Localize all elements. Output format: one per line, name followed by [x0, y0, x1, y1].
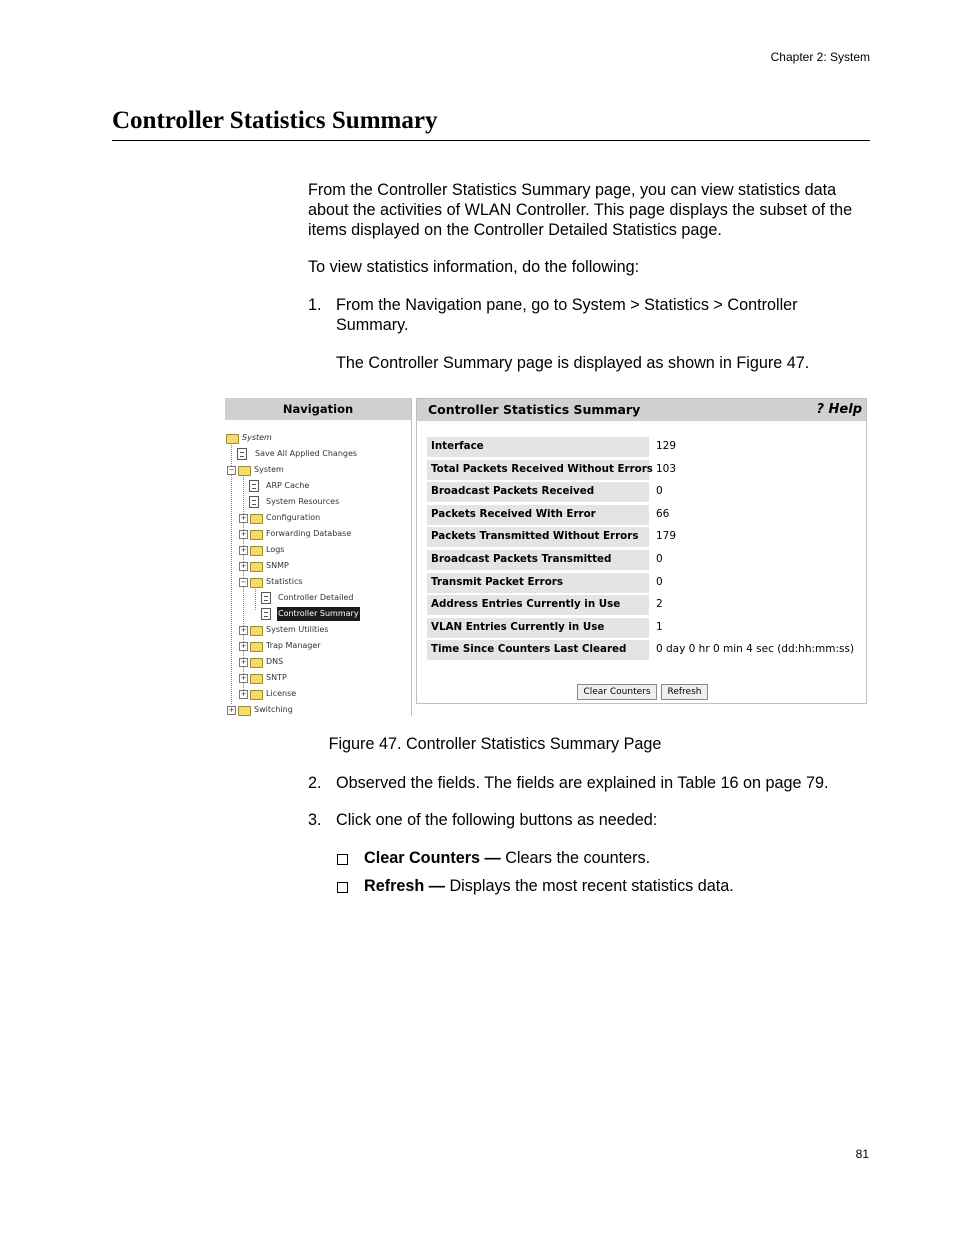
bullet-item: Clear Counters — Clears the counters.: [364, 849, 651, 867]
navigation-header: Navigation: [225, 398, 411, 420]
statistics-label: Total Packets Received Without Errors: [427, 460, 649, 480]
statistics-pane: [416, 398, 867, 704]
statistics-value: 129: [656, 440, 677, 452]
help-link[interactable]: ? Help: [816, 402, 862, 417]
statistics-label: Broadcast Packets Received: [427, 482, 649, 502]
expand-icon[interactable]: +: [240, 514, 247, 522]
statistics-title: Controller Statistics Summary: [428, 402, 641, 417]
statistics-value: 103: [656, 462, 677, 475]
statistics-value: 1: [656, 620, 663, 633]
expand-icon[interactable]: +: [240, 674, 247, 682]
statistics-value: 0: [656, 575, 663, 588]
folder-open-icon: [226, 434, 239, 444]
statistics-label: VLAN Entries Currently in Use: [427, 618, 649, 638]
statistics-label: Address Entries Currently in Use: [427, 595, 649, 615]
document-icon: [249, 496, 259, 508]
expand-icon[interactable]: +: [240, 658, 247, 666]
statistics-row: [427, 640, 857, 660]
expand-icon[interactable]: +: [228, 706, 235, 714]
expand-icon[interactable]: +: [240, 546, 247, 554]
folder-icon: [238, 706, 251, 716]
folder-open-icon: [238, 466, 251, 476]
statistics-row: [427, 460, 857, 480]
expand-icon[interactable]: +: [240, 690, 247, 698]
folder-icon: [250, 690, 263, 700]
statistics-label: Time Since Counters Last Cleared: [427, 640, 649, 660]
step-number: 1.: [308, 296, 322, 314]
folder-icon: [250, 530, 263, 540]
statistics-row: [427, 505, 857, 525]
statistics-value: 179: [656, 530, 677, 543]
step-number: 3.: [308, 811, 322, 829]
statistics-value: 2: [656, 598, 663, 611]
document-icon: [237, 448, 247, 460]
collapse-icon[interactable]: −: [228, 466, 235, 474]
folder-open-icon: [250, 578, 263, 588]
step-number: 2.: [308, 774, 322, 792]
title-rule: [112, 140, 870, 141]
statistics-row: [427, 595, 857, 615]
intro-paragraph: From the Controller Statistics Summary page, you can view statistics data about the activities of WLAN Controller. This page displays the subset of the items displayed on the Controller Detailed Statistics page.: [308, 181, 853, 239]
step-text: Observed the fields. The fields are explained in Table 16 on page 79.: [336, 774, 829, 792]
folder-icon: [250, 658, 263, 668]
statistics-row: [427, 437, 857, 457]
statistics-label: Transmit Packet Errors: [427, 573, 649, 593]
folder-icon: [250, 642, 263, 652]
folder-icon: [250, 674, 263, 684]
document-icon: [261, 592, 271, 604]
statistics-value: 0: [656, 485, 663, 498]
bullet-icon: [337, 882, 348, 893]
statistics-value: 0: [656, 553, 663, 565]
section-title: Controller Statistics Summary: [112, 107, 438, 134]
folder-icon: [250, 562, 263, 572]
clear-counters-button[interactable]: Clear Counters: [577, 684, 657, 700]
step-text: From the Navigation pane, go to System > Statistics > Controller Summary.: [336, 296, 798, 334]
statistics-value: 66: [656, 507, 670, 520]
step-text: Click one of the following buttons as needed:: [336, 811, 658, 829]
folder-icon: [250, 626, 263, 636]
expand-icon[interactable]: +: [240, 642, 247, 650]
statistics-value: 0 day 0 hr 0 min 4 sec (dd:hh:mm:ss): [656, 643, 855, 656]
statistics-row: [427, 550, 857, 570]
expand-icon[interactable]: +: [240, 530, 247, 538]
bullet-item: Refresh — Displays the most recent statistics data.: [364, 877, 734, 895]
document-icon: [249, 480, 259, 492]
folder-icon: [250, 514, 263, 524]
collapse-icon[interactable]: −: [240, 578, 247, 586]
statistics-row: [427, 573, 857, 593]
statistics-header: [417, 399, 866, 421]
statistics-label: Packets Received With Error: [427, 505, 649, 525]
document-icon: [261, 608, 271, 620]
bullet-icon: [337, 854, 348, 865]
folder-icon: [250, 546, 263, 556]
statistics-label: Broadcast Packets Transmitted: [427, 550, 649, 570]
statistics-label: Packets Transmitted Without Errors: [427, 527, 649, 547]
step-note: The Controller Summary page is displayed as shown in Figure 47.: [336, 354, 810, 372]
statistics-row: [427, 482, 857, 502]
statistics-label: Interface: [427, 437, 649, 457]
instructions-lead: To view statistics information, do the following:: [308, 258, 640, 276]
expand-icon[interactable]: +: [240, 562, 247, 570]
statistics-row: [427, 527, 857, 547]
figure-screenshot: [225, 398, 867, 716]
page-number: 81: [855, 1147, 869, 1161]
refresh-button[interactable]: Refresh: [661, 684, 708, 700]
chapter-header: Chapter 2: System: [770, 50, 870, 64]
figure-caption: Figure 47. Controller Statistics Summary Page: [328, 735, 662, 753]
navigation-pane: Navigation System Save All Applied Changes − System ARP Cache System Resources + Configuration + Forwarding Database + Logs + SNMP − Statistics Controller Detailed Controller Summary + System Utilities + Trap Manager + DNS + SNTP + License + Switching: [225, 398, 412, 716]
statistics-row: [427, 618, 857, 638]
expand-icon[interactable]: +: [240, 626, 247, 634]
